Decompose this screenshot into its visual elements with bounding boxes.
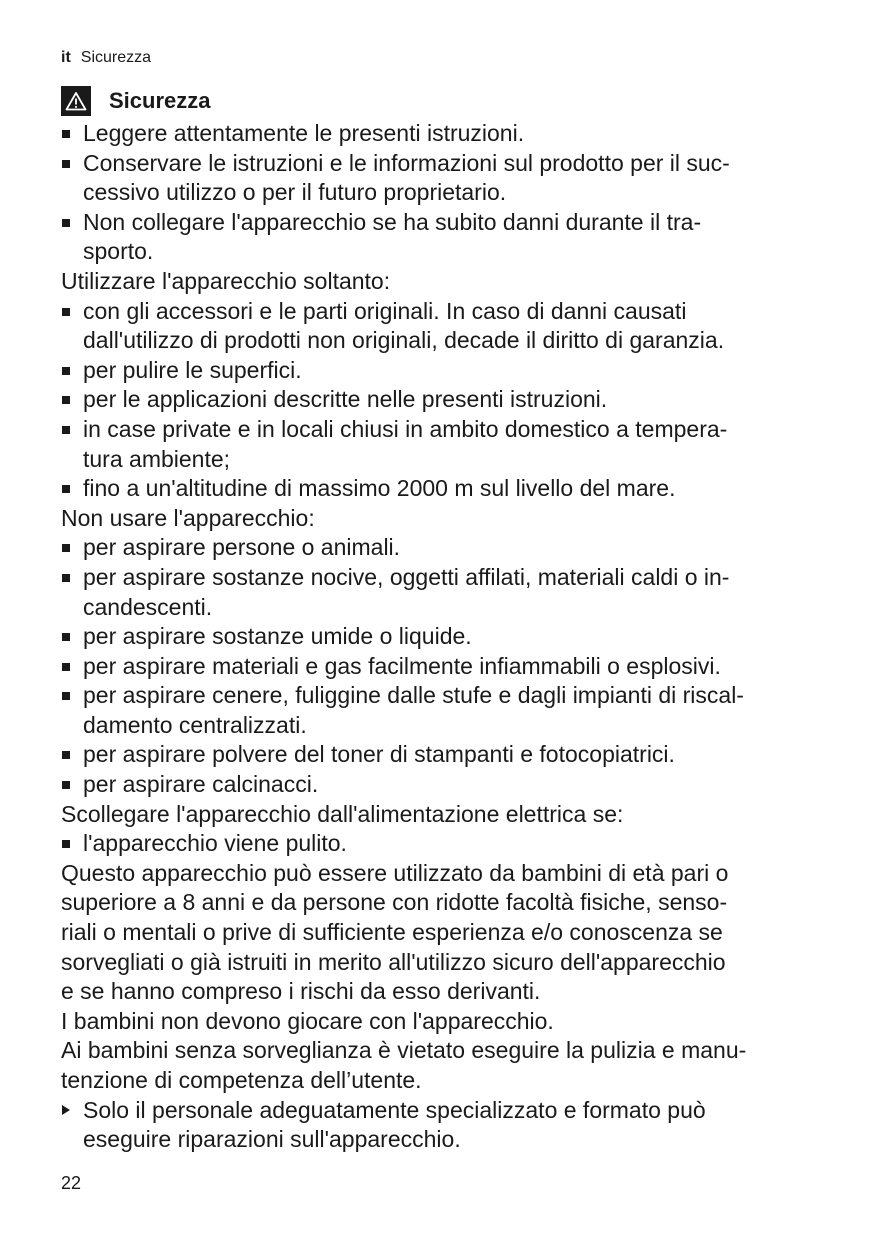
bullet-square [62,633,70,641]
list-item: Conservare le istruzioni e le informazioni sul prodotto per il suc- cessivo utilizzo o per il futuro proprietario. [61,149,821,208]
paragraph: Scollegare l'apparecchio dall'alimentazione elettrica se: [61,800,624,827]
list-item: fino a un'altitudine di massimo 2000 m sul livello del mare. [61,474,821,504]
action-item: Solo il personale adeguatamente specializzato e formato può eseguire riparazioni sull'apparecchio. [61,1096,821,1155]
bullet-square [62,308,70,316]
page-number: 22 [61,1173,82,1193]
list-item: per aspirare calcinacci. [61,770,821,800]
list-item: per aspirare polvere del toner di stampanti e fotocopiatrici. [61,740,821,770]
list-item: per aspirare sostanze umide o liquide. [61,622,821,652]
list-item: l'apparecchio viene pulito. [61,829,821,859]
paragraph: I bambini non devono giocare con l'apparecchio. [61,1007,554,1034]
bullet-square [62,219,70,227]
list-item: per aspirare sostanze nocive, oggetti affilati, materiali caldi o in- candescenti. [61,563,821,622]
paragraph: Utilizzare l'apparecchio soltanto: [61,267,391,294]
bullet-square [62,485,70,493]
bullet-square [62,751,70,759]
list-item: per aspirare persone o animali. [61,533,821,563]
list-item: per le applicazioni descritte nelle presenti istruzioni. [61,385,821,415]
bullet-square [62,663,70,671]
section-title: Sicurezza [109,88,211,113]
safety-content [61,119,821,1155]
bullet-square [62,781,70,789]
list-item: in case private e in locali chiusi in ambito domestico a tempera- tura ambiente; [61,415,821,474]
list-item: Non collegare l'apparecchio se ha subito danni durante il tra- sporto. [61,208,821,267]
bullet-square [62,544,70,552]
warning-triangle-icon [61,86,91,116]
paragraph: Questo apparecchio può essere utilizzato da bambini di età pari o superiore a 8 anni e da persone con ridotte facoltà fisiche, senso- riali o mentali o prive di sufficiente esperienza e/o conoscenza se sorvegliati o già istruiti in merito all'utilizzo sicuro dell'apparecchio e se hanno compreso i rischi da esso derivanti. [61,859,729,1005]
list-item: per pulire le superfici. [61,356,821,386]
list-item: per aspirare materiali e gas facilmente infiammabili o esplosivi. [61,652,821,682]
bullet-square [62,130,70,138]
running-header [61,48,151,68]
bullet-square [62,396,70,404]
bullet-square [62,367,70,375]
bullet-square [62,574,70,582]
bullet-square [62,160,70,168]
bullet-square [62,426,70,434]
paragraph: Non usare l'apparecchio: [61,504,315,531]
action-arrow-icon [62,1105,70,1115]
section-heading [61,86,211,116]
bullet-square [62,840,70,848]
header-section-name: Sicurezza [80,49,152,66]
paragraph: Ai bambini senza sorveglianza è vietato eseguire la pulizia e manu- tenzione di competenza dell’utente. [61,1037,747,1093]
list-item: Leggere attentamente le presenti istruzioni. [61,119,821,149]
list-item: con gli accessori e le parti originali. In caso di danni causati dall'utilizzo di prodotti non originali, decade il diritto di garanzia. [61,297,821,356]
language-code: it [61,49,71,66]
bullet-square [62,692,70,700]
list-item: per aspirare cenere, fuliggine dalle stufe e dagli impianti di riscal- damento centralizzati. [61,681,821,740]
